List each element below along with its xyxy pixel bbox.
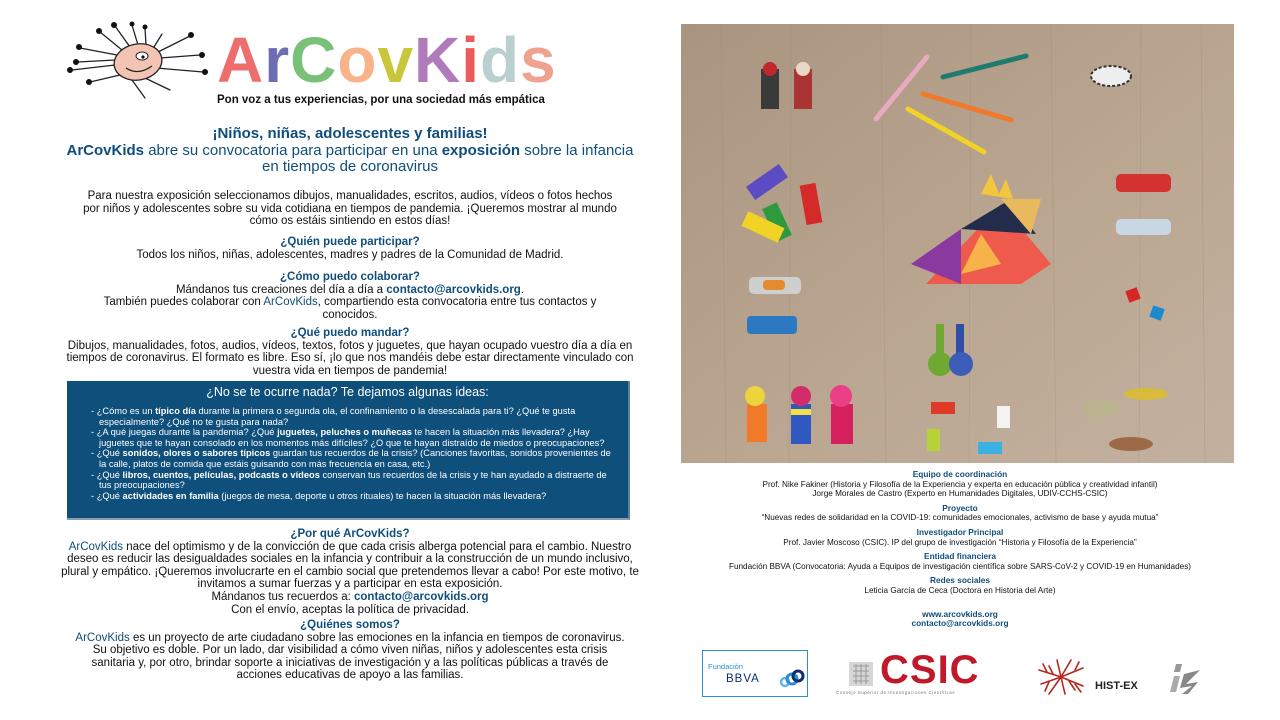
histex-logo: HIST-EX — [1095, 680, 1138, 692]
idea-text: ¿Qué — [96, 469, 123, 480]
headline-brand: ArCovKids — [66, 141, 145, 159]
logo-letter: i — [461, 24, 481, 96]
logo-letter: r — [264, 24, 291, 96]
idea-text: ¿Qué — [96, 490, 123, 501]
idea-text: (juegos de mesa, deporte u otros rituales) te hacen la situación más llevadera? — [218, 490, 547, 501]
how-line2 — [60, 296, 640, 321]
who-section — [60, 236, 640, 261]
idea-bold: típico día — [155, 406, 196, 416]
how-line2-post: , compartiendo esta convocatoria entre tus contactos y conocidos. — [317, 296, 597, 321]
email-link[interactable]: contacto@arcovkids.org — [911, 618, 1009, 629]
bbva-logo — [702, 650, 808, 697]
what-section — [60, 327, 640, 377]
idea-bold: sonidos, olores o sabores típicos — [122, 448, 271, 459]
about-text — [60, 632, 640, 682]
toys-photo-illustration — [681, 24, 1234, 463]
idea-text: guardan tus recuerdos de la crisis? (Canciones favoritas, sonidos provenientes de la calle, platos de comida que estáis guisando con más frecuencia en casa, etc.) — [99, 448, 611, 469]
ideas-list — [91, 406, 614, 501]
why-section — [60, 528, 640, 616]
credit-line: Fundación BBVA (Convocatoria: Ayuda a Equipos de investigación científica sobre SARS-CoV-2 y COVID-19 en Humanidades) — [728, 561, 1192, 571]
logo-letter: C — [290, 24, 338, 96]
idea-text: te hacen la situación más llevadera? ¿Hay juguetes que te hayan consolado en los momentos más difíciles? ¿O que te hayan distraído de miedos o preocupaciones? — [99, 427, 605, 448]
privacy-note[interactable]: Con el envío, aceptas la política de privacidad. — [231, 603, 469, 616]
brand-logo-wordmark — [217, 24, 557, 96]
intro-paragraph: Para nuestra exposición seleccionamos dibujos, manualidades, escritos, audios, vídeos o fotos hechos por niños y adolescentes sobre su vida cotidiana en tiempos de pandemia. ¡Queremos mostrar al mundo cómo os estáis sintiendo en estos días! — [83, 190, 617, 228]
ideas-title: ¿No se te ocurre nada? Te dejamos algunas ideas: — [206, 385, 489, 399]
credit-line: Prof. Nike Fakiner (Historia y Filosofía de la Experiencia y experta en educación pública y creatividad infantil) — [762, 479, 1158, 489]
idea-item — [91, 427, 614, 448]
brand-mention: ArCovKids — [263, 296, 318, 309]
headline-bold-word: exposición — [441, 141, 521, 159]
bbva-rings-icon — [779, 669, 805, 689]
brand-mention: ArCovKids — [75, 631, 130, 644]
idea-bold: actividades en familia — [122, 490, 219, 501]
what-text: Dibujos, manualidades, fotos, audios, vídeos, textos, fotos y juguetes, que hayan ocupado vuestro día a día en tiempos de coronavirus. El formato es libre. Eso sí, ¡lo que nos mandéis debe estar directamente vinculado con vuestra vida en tiempos de pandemia! — [66, 339, 634, 377]
credit-title: Proyecto — [942, 502, 978, 513]
credit-title: Entidad financiera — [924, 551, 996, 562]
logo-letter: A — [217, 24, 265, 96]
idea-text: ¿A qué juegas durante la pandemia? ¿Qué — [96, 427, 278, 438]
why-text — [60, 541, 640, 591]
what-title: ¿Qué puedo mandar? — [290, 327, 410, 339]
csic-subtitle: Consejo Superior de Investigaciones Científicas — [836, 690, 956, 695]
idea-item — [91, 470, 614, 491]
headline-mid: abre su convocatoria para participar en una — [144, 141, 442, 159]
partner-logos — [690, 640, 1250, 715]
idea-item — [91, 448, 614, 469]
why-body: nace del optimismo y de la convicción de que cada crisis alberga potencial para el cambio. Nuestro deseo es reducir las desigualdades sociales en la infancia y contribuir a la construcción de un mundo inclusivo, plural y empático. ¡Queremos involucrarte en el cambio social que pretendemos llevar a cabo! Por este motivo, te invitamos a sumar fuerzas y a participar en esta exposición. — [61, 540, 639, 591]
about-section — [60, 619, 640, 682]
idea-bold: juguetes, peluches o muñecas — [277, 427, 412, 438]
spiky-creature-icon — [60, 20, 220, 105]
how-title: ¿Cómo puedo colaborar? — [280, 271, 420, 283]
logo-letter: K — [414, 24, 462, 96]
brand-header — [60, 20, 640, 120]
toys-photo — [681, 24, 1234, 463]
who-text: Todos los niños, niñas, adolescentes, madres y padres de la Comunidad de Madrid. — [136, 248, 564, 261]
credit-line: Jorge Morales de Castro (Experto en Humanidades Digitales, UDIV-CCHS-CSIC) — [812, 489, 1108, 499]
brand-mention: ArCovKids — [68, 540, 124, 553]
idea-bold: libros, cuentos, películas, podcasts o vídeos — [122, 469, 320, 480]
idea-item — [91, 491, 614, 502]
idea-text: ¿Cómo es un — [96, 406, 156, 416]
headline-line1: ¡Niños, niñas, adolescentes y familias! — [212, 125, 488, 142]
email-link[interactable]: contacto@arcovkids.org — [354, 590, 489, 603]
about-body: es un proyecto de arte ciudadano sobre las emociones en la infancia en tiempos de coronavirus. Su objetivo es doble. Por un lado, dar visibilidad a cómo viven niñas, niños y adolescentes esta crisis sanitaria y, por otro, brindar soporte a iniciativas de investigación y a las políticas públicas a través de acciones educativas de apoyo a las familias. — [91, 631, 625, 682]
credit-title: Redes sociales — [930, 575, 990, 586]
credit-line: “Nuevas redes de solidaridad en la COVID-19: comunidades emocionales, activismo de base y ayuda mutua” — [761, 513, 1159, 523]
idea-text: conservan tus recuerdos de la crisis y te han ayudado a distraerte de tus preocupaciones? — [99, 469, 607, 491]
page-headline — [60, 126, 640, 176]
bbva-big-text: BBVA — [726, 673, 760, 685]
ifs-logo-icon — [1168, 660, 1204, 696]
how-section — [60, 271, 640, 321]
credit-title: Investigador Principal — [916, 526, 1004, 537]
how-line1-pre: Mándanos tus creaciones del día a día a — [175, 283, 387, 296]
credit-title: Equipo de coordinación — [912, 469, 1008, 479]
about-title: ¿Quiénes somos? — [300, 619, 400, 631]
who-title: ¿Quién puede participar? — [280, 236, 420, 248]
csic-emblem-icon — [847, 660, 875, 688]
credits — [680, 470, 1240, 629]
csic-logo: CSIC — [880, 648, 980, 692]
how-line2-pre: También puedes colaborar con — [103, 296, 264, 309]
idea-item — [91, 406, 614, 427]
logo-letter: o — [337, 24, 378, 96]
logo-letter: v — [377, 24, 415, 96]
idea-text: ¿Qué — [96, 448, 123, 459]
ideas-box — [67, 381, 630, 520]
why-send — [60, 591, 640, 604]
idea-text: durante la primera o segunda ola, el confinamiento o la desescalada para ti? ¿Qué te gusta especialmente? ¿Qué no te gusta para nada? — [99, 406, 576, 427]
credit-line: Leticia García de Ceca (Doctora en Historia del Arte) — [864, 585, 1056, 595]
how-line1 — [60, 284, 640, 297]
bbva-small-text: Fundación — [708, 662, 744, 671]
headline-end: sobre la infancia en tiempos de coronavirus — [262, 141, 634, 175]
histex-tree-icon — [1035, 658, 1087, 696]
credit-line: Prof. Javier Moscoso (CSIC). IP del grupo de investigación “Historia y Filosofía de la Experiencia” — [783, 537, 1137, 547]
website-link[interactable]: www.arcovkids.org — [922, 608, 998, 619]
logo-letter: s — [520, 24, 557, 96]
email-link[interactable]: contacto@arcovkids.org — [386, 283, 521, 296]
why-send-pre: Mándanos tus recuerdos a: — [211, 590, 354, 603]
how-line1-post: . — [520, 283, 525, 296]
brand-tagline: Pon voz a tus experiencias, por una sociedad más empática — [217, 94, 545, 106]
logo-letter: d — [480, 24, 521, 96]
why-title: ¿Por qué ArCovKids? — [290, 528, 410, 540]
